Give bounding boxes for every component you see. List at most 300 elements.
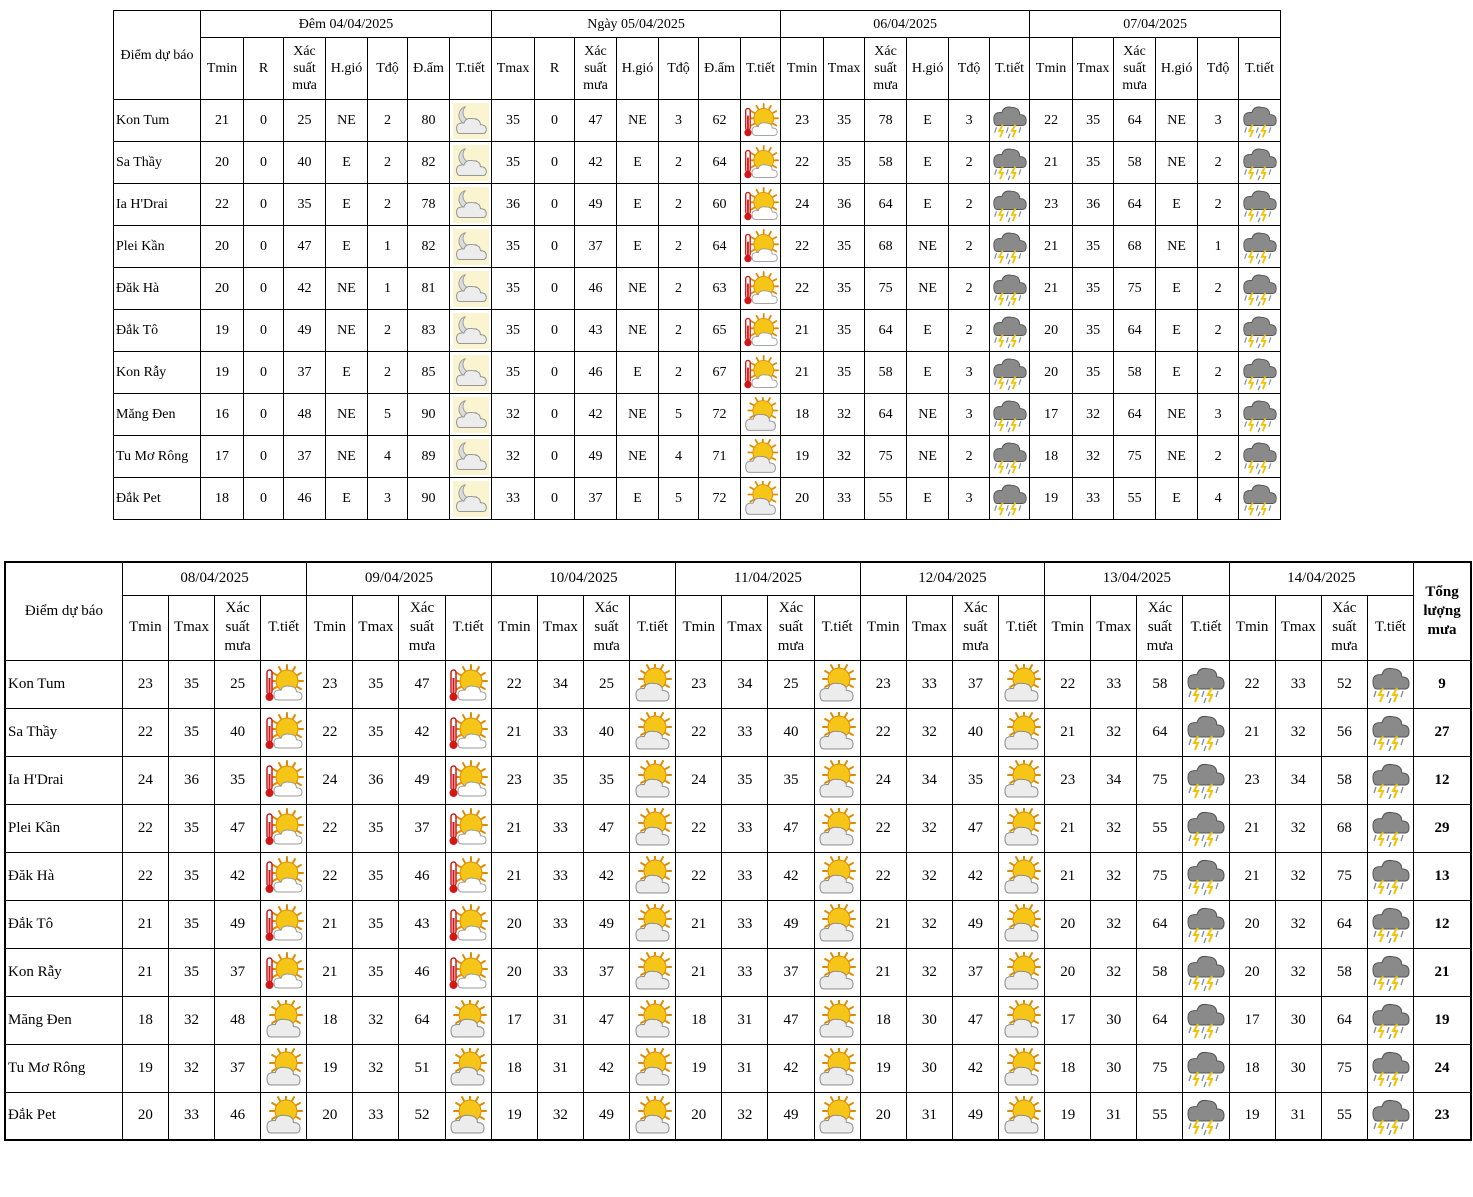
value-cell: 46	[399, 852, 445, 900]
value-cell: 75	[865, 268, 907, 310]
column-header: Tđộ	[1198, 38, 1239, 100]
value-cell: 33	[168, 1092, 214, 1140]
partly-sunny-icon	[1002, 856, 1042, 896]
weather-icon-cell	[990, 184, 1030, 226]
value-cell: 34	[906, 756, 952, 804]
day-header: 12/04/2025	[860, 562, 1044, 595]
value-cell: 22	[307, 804, 353, 852]
value-cell: 0	[244, 436, 284, 478]
night-cloudy-icon	[453, 229, 489, 265]
column-header: Xác suất mưa	[865, 38, 907, 100]
value-cell: 33	[537, 852, 583, 900]
value-cell: 47	[399, 660, 445, 708]
value-cell: E	[326, 226, 368, 268]
weather-icon-cell	[630, 1044, 676, 1092]
value-cell: 35	[168, 660, 214, 708]
thunderstorm-icon	[1371, 1096, 1411, 1136]
weather-icon-cell	[1367, 660, 1413, 708]
partly-sunny-icon	[633, 952, 673, 992]
hot-sunny-icon	[743, 103, 779, 139]
table-row	[114, 226, 1281, 268]
value-cell: 5	[659, 394, 699, 436]
partly-sunny-icon	[1002, 1096, 1042, 1136]
value-cell: 18	[1229, 1044, 1275, 1092]
value-cell: 2	[659, 184, 699, 226]
station-name: Kon Rẫy	[114, 352, 201, 394]
value-cell: 33	[722, 900, 768, 948]
value-cell: 64	[1321, 996, 1367, 1044]
thunderstorm-icon	[1242, 103, 1278, 139]
value-cell: 37	[284, 436, 326, 478]
weather-icon-cell	[814, 996, 860, 1044]
value-cell: 0	[244, 478, 284, 520]
value-cell: 35	[353, 804, 399, 852]
table-row	[5, 900, 1471, 948]
value-cell: 32	[1275, 948, 1321, 996]
weather-icon-cell	[261, 996, 307, 1044]
value-cell: 17	[1229, 996, 1275, 1044]
total-rain-value: 13	[1414, 852, 1471, 900]
value-cell: 83	[408, 310, 450, 352]
partly-sunny-icon	[1002, 760, 1042, 800]
weather-icon-cell	[450, 436, 492, 478]
value-cell: 35	[492, 226, 535, 268]
day-header: 10/04/2025	[491, 562, 675, 595]
value-cell: 40	[952, 708, 998, 756]
weather-icon-cell	[630, 708, 676, 756]
value-cell: 35	[722, 756, 768, 804]
value-cell: 82	[408, 142, 450, 184]
thunderstorm-icon	[1242, 271, 1278, 307]
value-cell: 20	[1045, 948, 1091, 996]
value-cell: 37	[952, 660, 998, 708]
night-cloudy-icon	[453, 481, 489, 517]
value-cell: NE	[617, 436, 659, 478]
value-cell: 58	[865, 352, 907, 394]
value-cell: NE	[1156, 394, 1198, 436]
value-cell: 18	[1045, 1044, 1091, 1092]
weather-icon-cell	[999, 1044, 1045, 1092]
weather-icon-cell	[1183, 756, 1229, 804]
weather-icon-cell	[630, 852, 676, 900]
column-header: Xác suất mưa	[952, 595, 998, 660]
value-cell: 47	[768, 804, 814, 852]
value-cell: 22	[122, 708, 168, 756]
night-cloudy-icon	[453, 187, 489, 223]
weather-icon-cell	[1367, 708, 1413, 756]
value-cell: 35	[537, 756, 583, 804]
night-cloudy-icon	[453, 313, 489, 349]
value-cell: 21	[1229, 708, 1275, 756]
value-cell: 42	[583, 852, 629, 900]
weather-icon-cell	[990, 352, 1030, 394]
thunderstorm-icon	[1186, 1000, 1226, 1040]
value-cell: 64	[865, 310, 907, 352]
partly-sunny-icon	[264, 1000, 304, 1040]
total-rain-value: 29	[1414, 804, 1471, 852]
value-cell: 64	[1114, 184, 1156, 226]
value-cell: 32	[1091, 804, 1137, 852]
value-cell: 55	[1114, 478, 1156, 520]
weather-icon-cell	[261, 852, 307, 900]
partly-sunny-icon	[743, 481, 779, 517]
hot-sunny-icon	[448, 856, 488, 896]
value-cell: 16	[201, 394, 244, 436]
weather-icon-cell	[999, 1092, 1045, 1140]
value-cell: 22	[781, 142, 824, 184]
value-cell: 49	[768, 900, 814, 948]
value-cell: 23	[1229, 756, 1275, 804]
weather-icon-cell	[445, 660, 491, 708]
value-cell: 0	[535, 268, 575, 310]
station-name: Kon Rẫy	[5, 948, 122, 996]
weather-icon-cell	[741, 142, 781, 184]
weather-icon-cell	[1239, 310, 1281, 352]
station-column-header: Điểm dự báo	[114, 11, 201, 100]
weather-icon-cell	[1239, 394, 1281, 436]
weather-icon-cell	[1183, 804, 1229, 852]
value-cell: 60	[699, 184, 741, 226]
partly-sunny-icon	[633, 712, 673, 752]
total-rain-value: 21	[1414, 948, 1471, 996]
partly-sunny-icon	[633, 808, 673, 848]
value-cell: 25	[583, 660, 629, 708]
hot-sunny-icon	[448, 808, 488, 848]
weather-icon-cell	[1183, 900, 1229, 948]
value-cell: 32	[1275, 708, 1321, 756]
value-cell: 33	[537, 708, 583, 756]
value-cell: 24	[307, 756, 353, 804]
value-cell: 35	[824, 310, 865, 352]
value-cell: 0	[535, 352, 575, 394]
thunderstorm-icon	[1186, 808, 1226, 848]
value-cell: 22	[491, 660, 537, 708]
value-cell: 32	[537, 1092, 583, 1140]
value-cell: 22	[676, 852, 722, 900]
value-cell: 46	[215, 1092, 261, 1140]
weather-icon-cell	[445, 708, 491, 756]
value-cell: 20	[201, 142, 244, 184]
weather-icon-cell	[999, 852, 1045, 900]
value-cell: 42	[575, 142, 617, 184]
value-cell: 2	[949, 184, 990, 226]
hot-sunny-icon	[448, 760, 488, 800]
value-cell: 48	[215, 996, 261, 1044]
thunderstorm-icon	[1371, 904, 1411, 944]
value-cell: 37	[952, 948, 998, 996]
weather-icon-cell	[1367, 852, 1413, 900]
value-cell: 37	[768, 948, 814, 996]
column-header: T.tiết	[445, 595, 491, 660]
total-rain-value: 27	[1414, 708, 1471, 756]
value-cell: 33	[722, 948, 768, 996]
column-header: Xác suất mưa	[215, 595, 261, 660]
thunderstorm-icon	[1242, 145, 1278, 181]
value-cell: 40	[215, 708, 261, 756]
table-row	[5, 804, 1471, 852]
value-cell: 20	[201, 268, 244, 310]
value-cell: 20	[201, 226, 244, 268]
value-cell: 21	[781, 310, 824, 352]
column-header: Tđộ	[949, 38, 990, 100]
value-cell: 49	[583, 1092, 629, 1140]
value-cell: 19	[122, 1044, 168, 1092]
weather-icon-cell	[261, 1044, 307, 1092]
value-cell: 20	[1030, 310, 1073, 352]
weather-icon-cell	[1239, 478, 1281, 520]
hot-sunny-icon	[743, 313, 779, 349]
value-cell: 40	[284, 142, 326, 184]
value-cell: 24	[676, 756, 722, 804]
value-cell: 35	[1073, 352, 1114, 394]
total-rain-value: 24	[1414, 1044, 1471, 1092]
thunderstorm-icon	[1242, 439, 1278, 475]
value-cell: NE	[617, 268, 659, 310]
column-header: H.gió	[326, 38, 368, 100]
weather-icon-cell	[450, 394, 492, 436]
value-cell: 31	[1091, 1092, 1137, 1140]
total-rain-value: 12	[1414, 900, 1471, 948]
value-cell: 35	[353, 948, 399, 996]
value-cell: 68	[1321, 804, 1367, 852]
day-header: 07/04/2025	[1030, 11, 1281, 38]
weather-icon-cell	[450, 142, 492, 184]
day-header: 06/04/2025	[781, 11, 1030, 38]
thunderstorm-icon	[1186, 760, 1226, 800]
value-cell: 21	[676, 948, 722, 996]
value-cell: 17	[201, 436, 244, 478]
value-cell: 22	[781, 226, 824, 268]
value-cell: 90	[408, 394, 450, 436]
value-cell: NE	[326, 268, 368, 310]
day-header: 08/04/2025	[122, 562, 306, 595]
value-cell: 42	[399, 708, 445, 756]
weather-icon-cell	[990, 268, 1030, 310]
value-cell: 30	[1275, 996, 1321, 1044]
partly-sunny-icon	[817, 760, 857, 800]
value-cell: NE	[1156, 100, 1198, 142]
thunderstorm-icon	[1371, 1048, 1411, 1088]
value-cell: 22	[860, 804, 906, 852]
column-header: Tmin	[1030, 38, 1073, 100]
value-cell: 0	[535, 142, 575, 184]
hot-sunny-icon	[743, 271, 779, 307]
value-cell: 21	[1229, 804, 1275, 852]
weather-icon-cell	[630, 948, 676, 996]
table-row	[5, 1092, 1471, 1140]
weather-icon-cell	[445, 900, 491, 948]
value-cell: 30	[906, 996, 952, 1044]
value-cell: 22	[1030, 100, 1073, 142]
value-cell: 31	[722, 996, 768, 1044]
value-cell: 64	[1114, 100, 1156, 142]
value-cell: 75	[1137, 852, 1183, 900]
station-name: Tu Mơ Rông	[114, 436, 201, 478]
value-cell: 58	[1114, 352, 1156, 394]
value-cell: 35	[353, 900, 399, 948]
column-header: Tmax	[492, 38, 535, 100]
value-cell: 3	[1198, 394, 1239, 436]
hot-sunny-icon	[448, 952, 488, 992]
station-name: Sa Thầy	[114, 142, 201, 184]
station-name: Sa Thầy	[5, 708, 122, 756]
partly-sunny-icon	[448, 1048, 488, 1088]
value-cell: 36	[824, 184, 865, 226]
value-cell: 34	[722, 660, 768, 708]
value-cell: 36	[1073, 184, 1114, 226]
value-cell: 34	[1275, 756, 1321, 804]
column-header: Tmax	[824, 38, 865, 100]
column-header: Tđộ	[659, 38, 699, 100]
column-header: Xác suất mưa	[1114, 38, 1156, 100]
night-cloudy-icon	[453, 103, 489, 139]
hot-sunny-icon	[743, 229, 779, 265]
weather-icon-cell	[741, 394, 781, 436]
weather-icon-cell	[445, 1044, 491, 1092]
partly-sunny-icon	[633, 1048, 673, 1088]
weather-icon-cell	[999, 660, 1045, 708]
station-name: Ia H'Drai	[114, 184, 201, 226]
weather-icon-cell	[1183, 1092, 1229, 1140]
column-header: H.gió	[1156, 38, 1198, 100]
value-cell: 64	[699, 142, 741, 184]
value-cell: 49	[952, 900, 998, 948]
weather-icon-cell	[261, 1092, 307, 1140]
value-cell: 58	[1137, 660, 1183, 708]
partly-sunny-icon	[264, 1096, 304, 1136]
value-cell: E	[907, 184, 949, 226]
value-cell: NE	[326, 436, 368, 478]
thunderstorm-icon	[1371, 952, 1411, 992]
value-cell: 37	[399, 804, 445, 852]
thunderstorm-icon	[1371, 664, 1411, 704]
partly-sunny-icon	[264, 1048, 304, 1088]
column-header: Xác suất mưa	[768, 595, 814, 660]
value-cell: 64	[865, 184, 907, 226]
thunderstorm-icon	[992, 397, 1028, 433]
weather-icon-cell	[1239, 100, 1281, 142]
value-cell: 2	[659, 142, 699, 184]
value-cell: 75	[1137, 756, 1183, 804]
value-cell: 21	[201, 100, 244, 142]
total-rain-value: 12	[1414, 756, 1471, 804]
value-cell: 46	[284, 478, 326, 520]
value-cell: 21	[307, 900, 353, 948]
value-cell: 35	[492, 268, 535, 310]
value-cell: 42	[768, 852, 814, 900]
hot-sunny-icon	[264, 808, 304, 848]
value-cell: NE	[326, 394, 368, 436]
value-cell: 75	[1321, 1044, 1367, 1092]
value-cell: E	[907, 100, 949, 142]
weather-icon-cell	[1239, 268, 1281, 310]
value-cell: 20	[781, 478, 824, 520]
column-header: Tmax	[168, 595, 214, 660]
partly-sunny-icon	[1002, 1048, 1042, 1088]
column-header: Xác suất mưa	[1137, 595, 1183, 660]
partly-sunny-icon	[1002, 952, 1042, 992]
partly-sunny-icon	[633, 664, 673, 704]
value-cell: NE	[1156, 226, 1198, 268]
value-cell: E	[1156, 184, 1198, 226]
value-cell: 55	[1137, 1092, 1183, 1140]
value-cell: 30	[1275, 1044, 1321, 1092]
weather-icon-cell	[814, 708, 860, 756]
value-cell: 35	[824, 142, 865, 184]
value-cell: 21	[860, 948, 906, 996]
value-cell: 22	[781, 268, 824, 310]
table-row	[5, 948, 1471, 996]
value-cell: 20	[122, 1092, 168, 1140]
value-cell: 24	[781, 184, 824, 226]
value-cell: 32	[906, 948, 952, 996]
value-cell: 35	[168, 852, 214, 900]
hot-sunny-icon	[743, 187, 779, 223]
table-row	[114, 478, 1281, 520]
column-header: Xác suất mưa	[399, 595, 445, 660]
value-cell: 37	[284, 352, 326, 394]
value-cell: 32	[1275, 852, 1321, 900]
partly-sunny-icon	[817, 1000, 857, 1040]
value-cell: 31	[537, 1044, 583, 1092]
thunderstorm-icon	[1186, 1096, 1226, 1136]
weather-icon-cell	[445, 996, 491, 1044]
weather-icon-cell	[1367, 996, 1413, 1044]
value-cell: 35	[824, 352, 865, 394]
value-cell: 32	[1091, 900, 1137, 948]
weather-icon-cell	[1367, 900, 1413, 948]
value-cell: E	[1156, 310, 1198, 352]
value-cell: 17	[491, 996, 537, 1044]
partly-sunny-icon	[1002, 664, 1042, 704]
value-cell: NE	[326, 100, 368, 142]
value-cell: 33	[1275, 660, 1321, 708]
weather-icon-cell	[450, 268, 492, 310]
value-cell: 4	[1198, 478, 1239, 520]
value-cell: 32	[906, 900, 952, 948]
weather-icon-cell	[450, 100, 492, 142]
value-cell: E	[1156, 268, 1198, 310]
value-cell: 3	[949, 100, 990, 142]
value-cell: 22	[122, 852, 168, 900]
partly-sunny-icon	[1002, 712, 1042, 752]
value-cell: 20	[676, 1092, 722, 1140]
weather-icon-cell	[261, 804, 307, 852]
value-cell: 21	[491, 708, 537, 756]
value-cell: 33	[824, 478, 865, 520]
thunderstorm-icon	[992, 145, 1028, 181]
column-header: Tmin	[781, 38, 824, 100]
column-header: Xác suất mưa	[1321, 595, 1367, 660]
value-cell: E	[907, 352, 949, 394]
value-cell: 58	[1321, 756, 1367, 804]
value-cell: 42	[284, 268, 326, 310]
value-cell: 22	[860, 708, 906, 756]
value-cell: 37	[575, 226, 617, 268]
thunderstorm-icon	[1186, 712, 1226, 752]
thunderstorm-icon	[1371, 1000, 1411, 1040]
thunderstorm-icon	[992, 355, 1028, 391]
table-row	[114, 394, 1281, 436]
weather-icon-cell	[1239, 226, 1281, 268]
weather-icon-cell	[814, 948, 860, 996]
hot-sunny-icon	[264, 760, 304, 800]
value-cell: 35	[215, 756, 261, 804]
value-cell: 2	[1198, 184, 1239, 226]
day-header: Đêm 04/04/2025	[201, 11, 492, 38]
value-cell: 23	[676, 660, 722, 708]
value-cell: 32	[1073, 436, 1114, 478]
